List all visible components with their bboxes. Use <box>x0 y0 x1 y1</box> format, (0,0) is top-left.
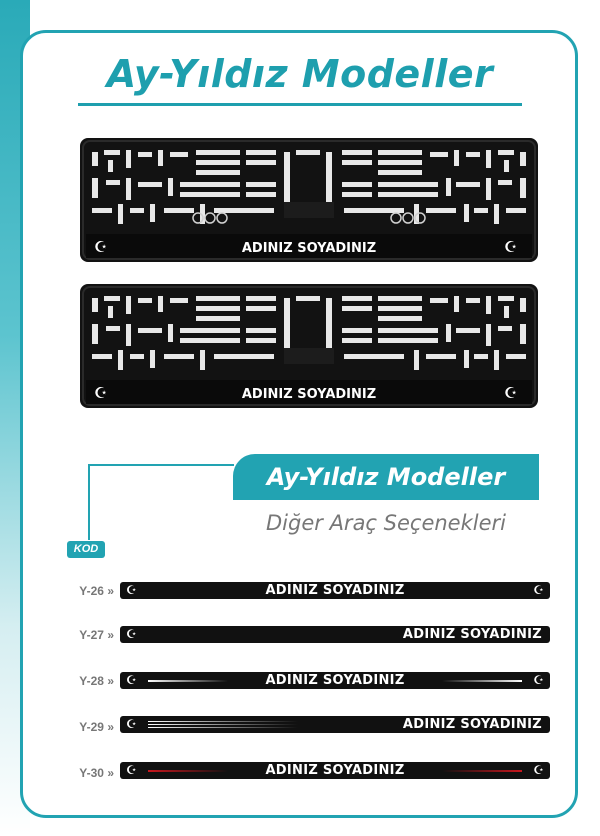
crescent-star-icon: ☪ <box>126 673 137 687</box>
model-code-y30: Y-30 » <box>79 766 114 780</box>
strip-text: ADINIZ SOYADINIZ <box>402 627 542 642</box>
stripe-line <box>148 724 298 725</box>
title-underline <box>78 103 522 106</box>
strip-text: ADINIZ SOYADINIZ <box>402 717 542 732</box>
section-banner <box>233 454 539 500</box>
strip-text: ADINIZ SOYADINIZ <box>265 673 405 688</box>
strip-text: ADINIZ SOYADINIZ <box>265 583 405 598</box>
model-strip-y27 <box>120 626 550 643</box>
model-strip-y30 <box>120 762 550 779</box>
svg-text:☪: ☪ <box>504 238 518 256</box>
stripe-line <box>148 727 298 728</box>
model-strip-y29 <box>120 716 550 733</box>
model-code-y28: Y-28 » <box>79 674 114 688</box>
plate-text-2: ADINIZ SOYADINIZ <box>241 387 377 402</box>
crescent-star-icon: ☪ <box>126 583 137 597</box>
page-title: Ay-Yıldız Modeller <box>106 52 494 96</box>
plate-text-1: ADINIZ SOYADINIZ <box>241 241 377 256</box>
strip-text: ADINIZ SOYADINIZ <box>265 763 405 778</box>
model-code-y29: Y-29 » <box>79 720 114 734</box>
model-strip-y26 <box>120 582 550 599</box>
model-code-y26: Y-26 » <box>79 584 114 598</box>
plate-frame-image-1 <box>80 138 538 262</box>
crescent-star-icon: ☪ <box>126 717 137 731</box>
crescent-star-icon: ☪ <box>533 673 544 687</box>
crescent-star-icon: ☪ <box>126 627 137 641</box>
red-streak <box>442 770 522 772</box>
svg-text:☪: ☪ <box>94 384 108 402</box>
plate-frame-image-2 <box>80 284 538 408</box>
section-subtitle: Diğer Araç Seçenekleri <box>266 511 506 535</box>
svg-text:☪: ☪ <box>504 384 518 402</box>
model-strip-y28 <box>120 672 550 689</box>
stripe-line <box>148 721 298 722</box>
connector-line-horizontal <box>88 464 234 466</box>
crescent-star-icon: ☪ <box>533 763 544 777</box>
crescent-star-icon: ☪ <box>126 763 137 777</box>
banner-title: Ay-Yıldız Modeller <box>266 463 506 491</box>
model-code-y27: Y-27 » <box>79 628 114 642</box>
svg-text:☪: ☪ <box>94 238 108 256</box>
crescent-star-icon: ☪ <box>533 583 544 597</box>
connector-line-vertical <box>88 464 90 540</box>
kod-badge: KOD <box>67 541 105 558</box>
light-streak <box>442 680 522 682</box>
